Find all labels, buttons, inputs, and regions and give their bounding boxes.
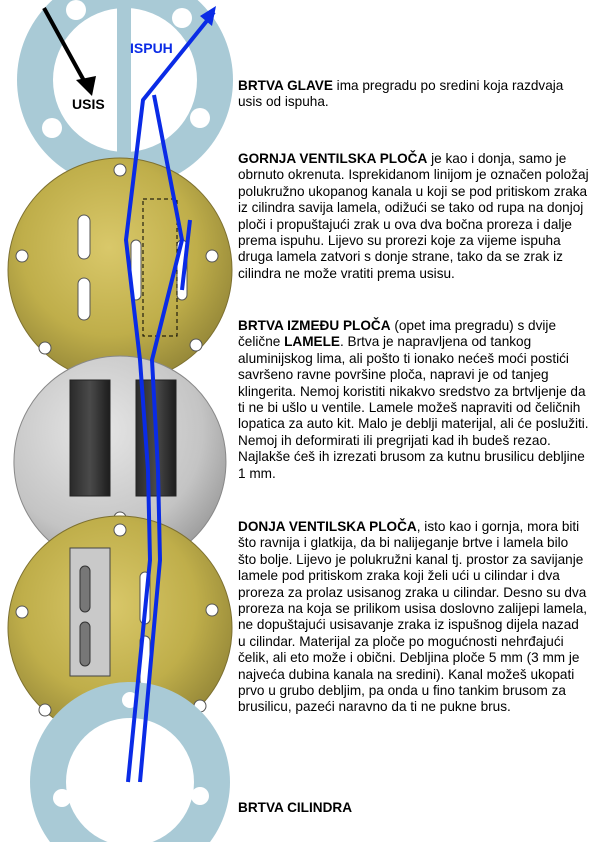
cylinder-gasket-description bbox=[238, 800, 590, 816]
reeds-label: LAMELE bbox=[284, 334, 340, 350]
head-gasket-text: ima pregradu po sredini koja razdvaja usis od ispuha. bbox=[238, 78, 564, 110]
gasket-between-plates-text-b: . Brtva je napravljena od tankog aluminijskog lima, ali pošto ti ionako nećeš moći postići savršeno ravne površine ploča, napravi je od tanjeg klingerita. Nemoj koristiti nikakvo sredstvo za brtvljenje da ti ne bi ušlo u ventile. Lamele možeš napraviti od čeličnih lopatica za auto kit. Malo je deblji materijal, ali će poslužiti. Nemoj ih deformirati ili pregrijati kad ih budeš rezao. Najlakše ćeš ih izrezati brusom za kutnu brusilicu debljine 1 mm. bbox=[238, 334, 589, 481]
upper-valve-plate-text: je kao i donja, samo je obrnuto okrenuta. Isprekidanom linijom je označen položaj polukružno ukopanog kanala u koji se pod pritiskom zraka iz cilindra savija lamela, odižući se tako od rupa na donjoj ploči i propuštajući zrak u ova dva bočna proreza i dalje prema ispuhu. Lijevo su prorezi koje za vijeme ispuha druga lamela zatvori s donje strane, tako da se zrak iz cilindra ne može vratiti prema usisu. bbox=[238, 151, 589, 281]
upper-valve-plate bbox=[8, 158, 232, 382]
upper-valve-plate-title: GORNJA VENTILSKA PLOČA bbox=[238, 151, 428, 166]
head-gasket-description bbox=[238, 78, 590, 111]
upper-valve-plate-description bbox=[238, 151, 590, 282]
head-gasket-title: BRTVA GLAVE bbox=[238, 78, 333, 93]
gasket-between-plates-description bbox=[238, 318, 590, 482]
lower-valve-plate-description bbox=[238, 519, 590, 716]
exhaust-label: ISPUH bbox=[130, 40, 173, 56]
lower-valve-plate-title: DONJA VENTILSKA PLOČA bbox=[238, 519, 417, 534]
intake-label: USIS bbox=[72, 96, 105, 112]
gasket-between-plates-title: BRTVA IZMEĐU PLOČA bbox=[238, 318, 391, 333]
lower-valve-plate-text: , isto kao i gornja, mora biti što ravnija i glatkija, da bi nalijeganje brtve i lamela bilo što bolje. Lijevo je polukružni kanal tj. prostor za savijanje lamele pod pritiskom zraka koji želi ući u cilindar i dva proreza za prolaz usisanog zraka u cilindar. Desno su dva proreza na koja se prilikom usisa doslovno zalijepi lamela, ne dopuštajući usisavanje zraka iz ispušnog dijela nazad u cilindar. Materijal za ploče po mogućnosti nehrđajući čelik, ali eto može i obični. Debljina ploče 5 mm (3 mm je najveća dubina kanala na sredini). Kanal možeš ukopati prvo u grubo debljim, pa onda u fino tankim brusom za brusilicu, pazeći naravno da ti ne pukne brus. bbox=[238, 519, 588, 715]
cylinder-gasket-title: BRTVA CILINDRA bbox=[238, 800, 353, 815]
valve-assembly-illustration bbox=[0, 0, 240, 842]
gasket-between-plates-text-a: (opet ima pregradu) s dvije čelične bbox=[238, 318, 557, 350]
